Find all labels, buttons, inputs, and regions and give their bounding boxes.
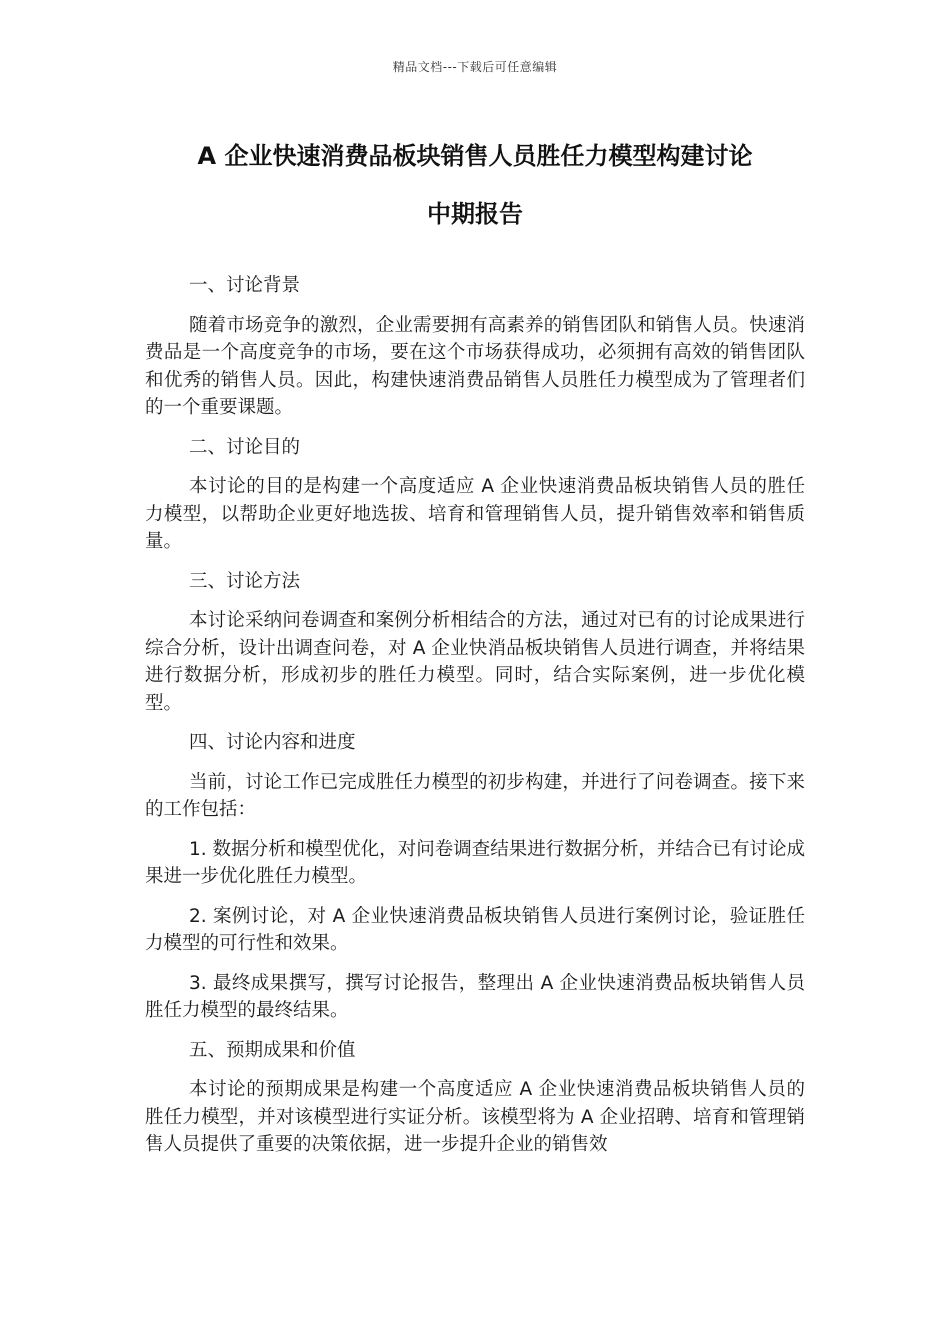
section-heading-background: 一、讨论背景: [189, 275, 301, 296]
section-heading-outcomes: 五、预期成果和价值: [189, 1039, 356, 1061]
section-heading-progress: 四、讨论内容和进度: [189, 732, 356, 753]
document-title-line-1: A 企业快速消费品板块销售人员胜任力模型构建讨论: [197, 142, 753, 170]
section-text-progress: 当前，讨论工作已完成胜任力模型的初步构建，并进行了问卷调查。接下来的工作包括：: [145, 771, 805, 820]
document-title-line-2: 中期报告: [427, 200, 523, 228]
section-text-outcomes: 本讨论的预期成果是构建一个高度适应 A 企业快速消费品板块销售人员的胜任力模型，并对该模型进行实证分析。该模型将为 A 企业招聘、培育和管理销售人员提供了重要的决策依据，进一步提升企业的销售效: [145, 1079, 805, 1155]
progress-list-item: 2. 案例讨论，对 A 企业快速消费品板块销售人员进行案例讨论，验证胜任力模型的可行性和效果。: [145, 905, 805, 954]
progress-list-item: 1. 数据分析和模型优化，对问卷调查结果进行数据分析，并结合已有讨论成果进一步优化胜任力模型。: [145, 838, 805, 887]
section-heading-purpose: 二、讨论目的: [189, 436, 301, 458]
header-note: 精品文档---下载后可任意编辑: [392, 60, 558, 74]
section-text-method: 本讨论采纳问卷调查和案例分析相结合的方法，通过对已有的讨论成果进行综合分析，设计出调查问卷，对 A 企业快消品板块销售人员进行调查，并将结果进行数据分析，形成初步的胜任力模型。同时，结合实际案例，进一步优化模型。: [145, 610, 805, 714]
progress-list-item: 3. 最终成果撰写，撰写讨论报告，整理出 A 企业快速消费品板块销售人员胜任力模型的最终结果。: [145, 972, 805, 1021]
section-text-background: 随着市场竞争的激烈，企业需要拥有高素养的销售团队和销售人员。快速消费品是一个高度竞争的市场，要在这个市场获得成功，必须拥有高效的销售团队和优秀的销售人员。因此，构建快速消费品销售人员胜任力模型成为了管理者们的一个重要课题。: [145, 314, 805, 418]
document-body: [145, 272, 805, 1159]
section-text-purpose: 本讨论的目的是构建一个高度适应 A 企业快速消费品板块销售人员的胜任力模型，以帮助企业更好地选拔、培育和管理销售人员，提升销售效率和销售质量。: [145, 476, 805, 552]
section-heading-method: 三、讨论方法: [189, 570, 301, 592]
